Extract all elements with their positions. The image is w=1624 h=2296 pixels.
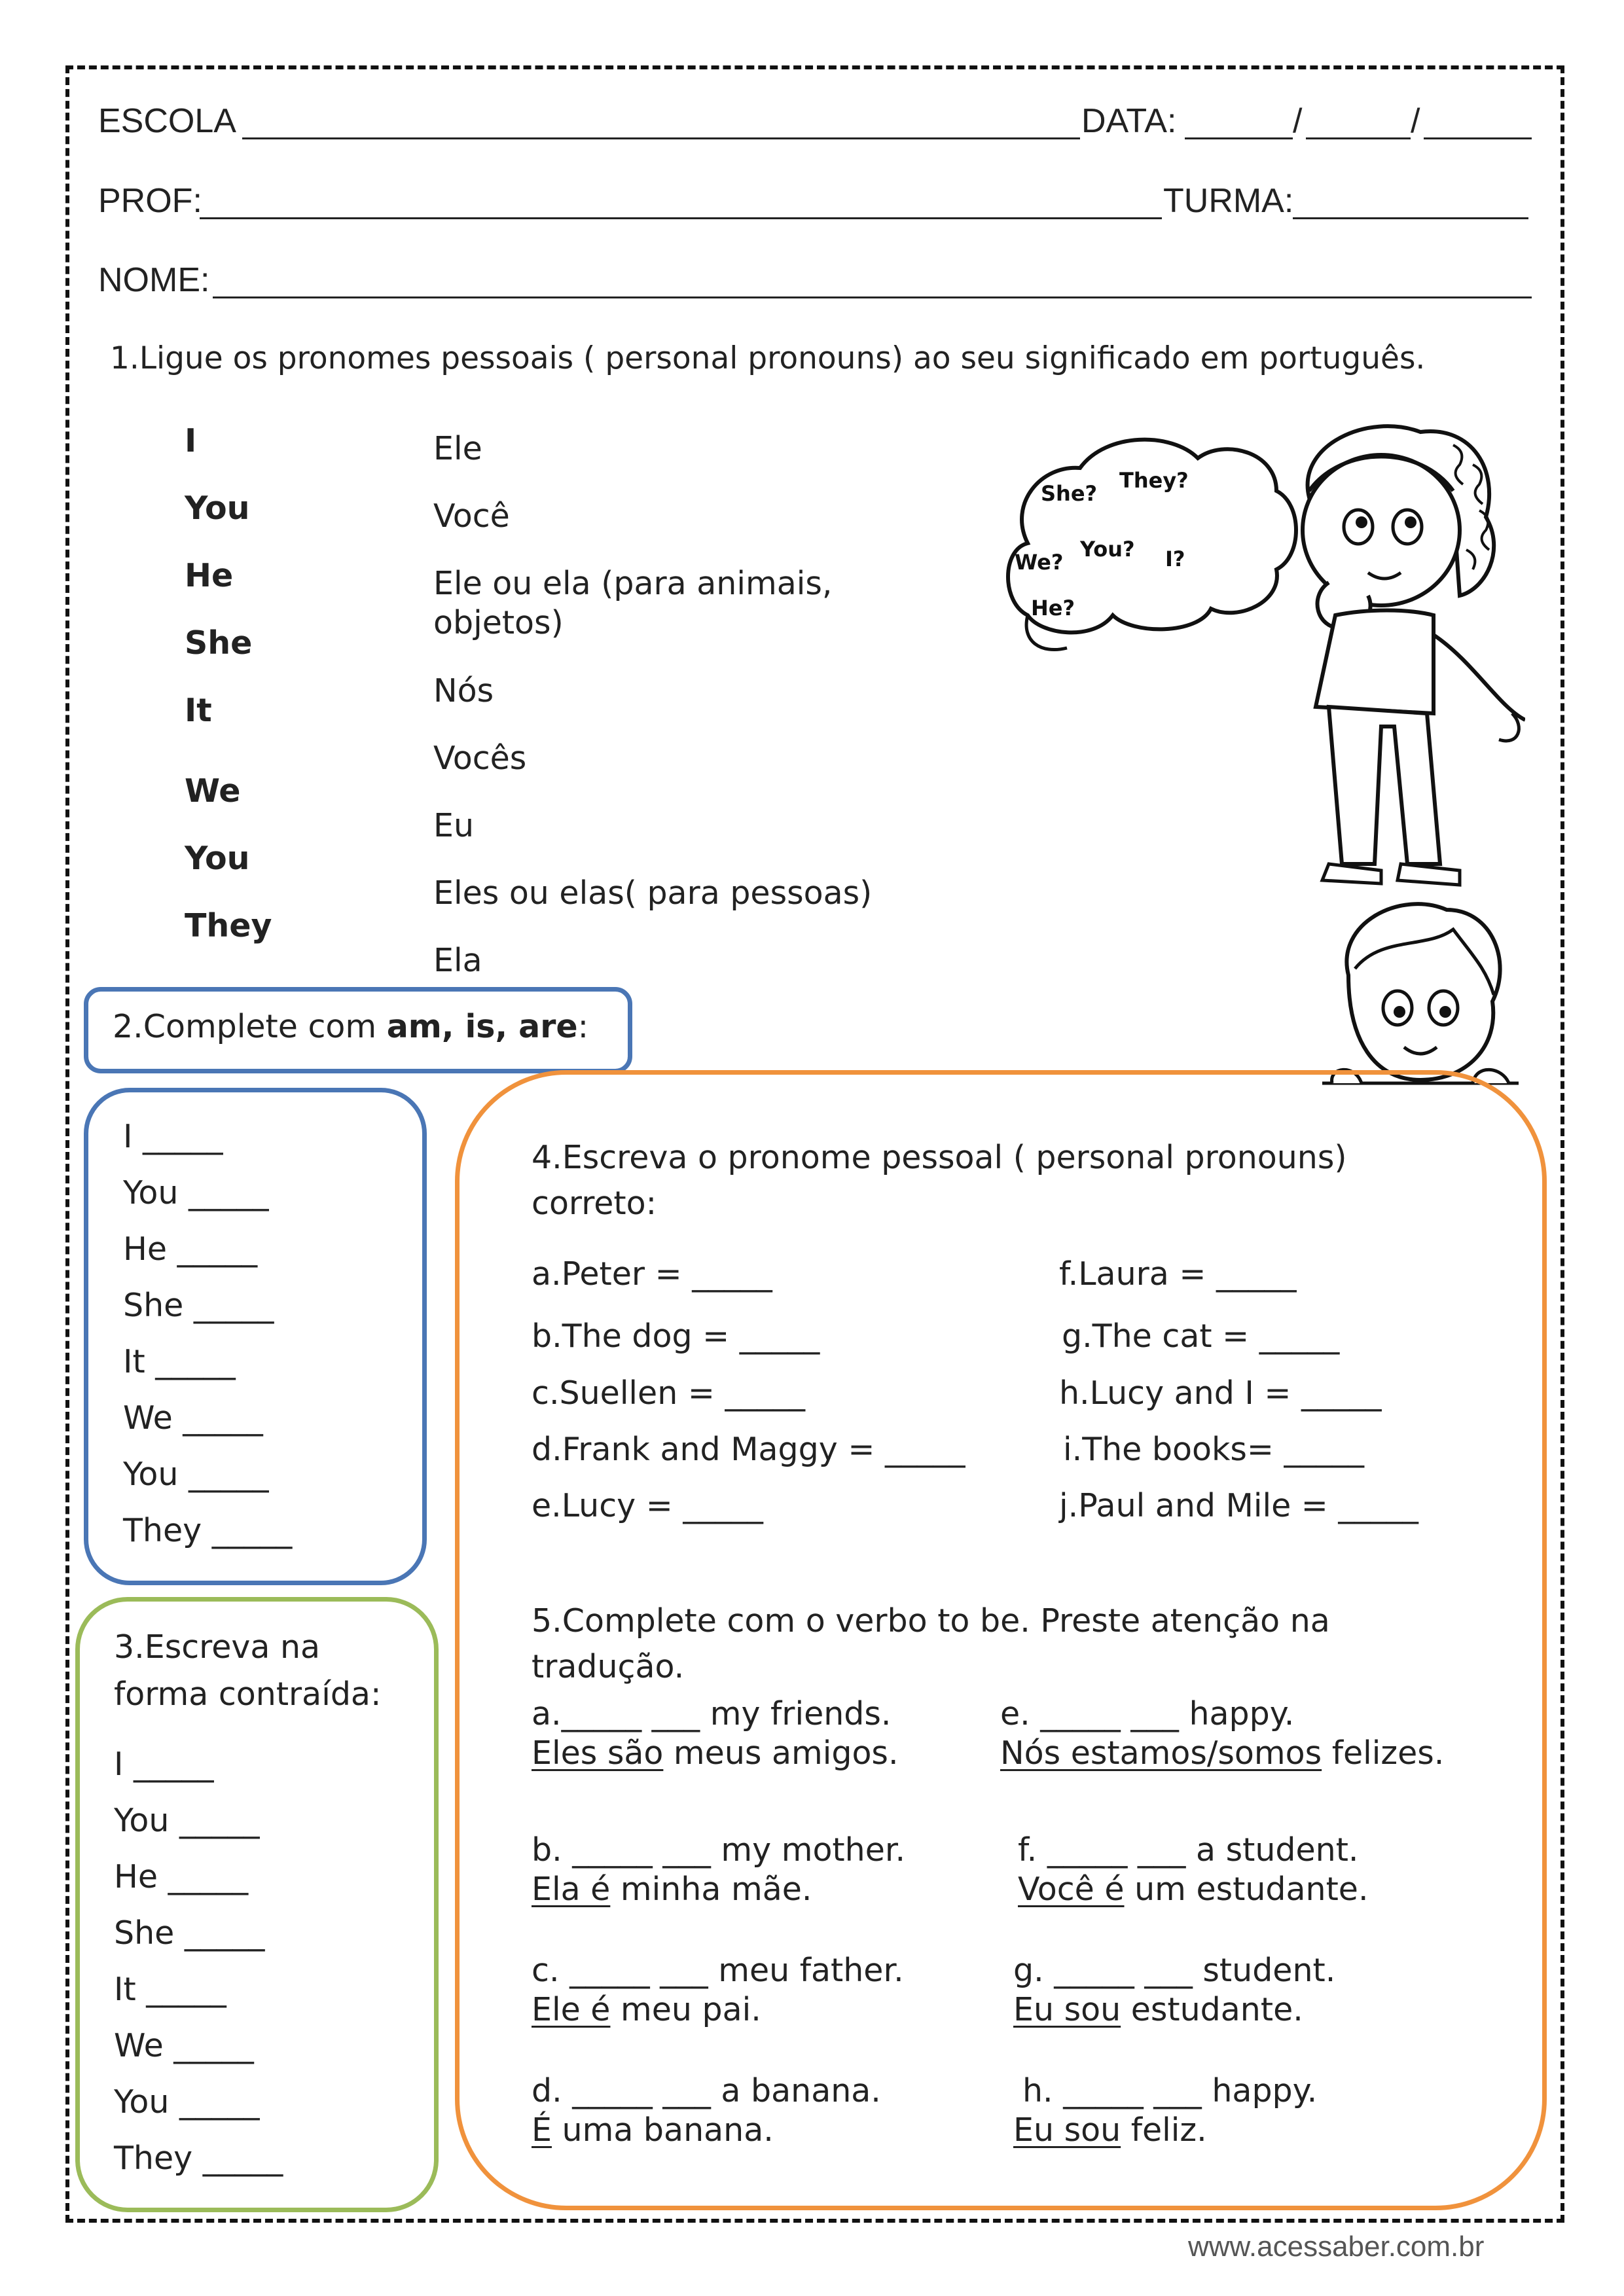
exercise2-item[interactable]: I _____	[123, 1118, 223, 1155]
translation-rest: felizes.	[1322, 1734, 1445, 1772]
peeking-boy-illustration	[1322, 897, 1519, 1100]
exercise4-item[interactable]: h.Lucy and I = _____	[1059, 1374, 1382, 1412]
escola-field[interactable]	[242, 137, 1080, 139]
exercise5-question[interactable]: b. _____ ___ my mother.	[532, 1831, 906, 1869]
bubble-word: She?	[1041, 481, 1098, 506]
data-label: DATA:	[1081, 102, 1177, 140]
exercise4-5-box	[455, 1070, 1547, 2210]
translation-subject: Eu sou	[1013, 2111, 1121, 2149]
exercise4-item[interactable]: j.Paul and Mile = _____	[1059, 1487, 1418, 1524]
exercise5-question[interactable]: h. _____ ___ happy.	[1022, 2072, 1318, 2109]
prof-field[interactable]	[200, 217, 1162, 219]
bubble-word: I?	[1165, 547, 1185, 571]
exercise5-question[interactable]: e. _____ ___ happy.	[1000, 1695, 1295, 1732]
translation-rest: um estudante.	[1124, 1871, 1369, 1908]
footer-website: www.acessaber.com.br	[1188, 2231, 1485, 2263]
exercise5-translation	[1018, 1871, 1369, 1908]
date-slash-1: /	[1293, 102, 1303, 140]
exercise2-title-bold: am, is, are	[386, 1008, 578, 1045]
translation-subject: Você é	[1018, 1871, 1125, 1908]
escola-label: ESCOLA	[98, 102, 236, 140]
exercise3-item[interactable]: You _____	[114, 1802, 260, 1839]
nome-label: NOME:	[98, 261, 210, 299]
exercise3-item[interactable]: You _____	[114, 2083, 260, 2121]
exercise3-item[interactable]: We _____	[114, 2027, 254, 2064]
exercise2-item[interactable]: It _____	[123, 1343, 236, 1380]
date-slash-2: /	[1411, 102, 1420, 140]
exercise5-question[interactable]: c. _____ ___ meu father.	[532, 1952, 904, 1989]
exercise3-item[interactable]: I _____	[114, 1746, 214, 1783]
exercise2-title-suffix: :	[577, 1008, 589, 1045]
pronoun-en: She	[185, 624, 253, 662]
translation-subject: É	[532, 2111, 552, 2149]
exercise4-item[interactable]: b.The dog = _____	[532, 1318, 820, 1355]
exercise2-box	[84, 1088, 427, 1585]
translation-rest: estudante.	[1121, 1991, 1303, 2028]
exercise3-item[interactable]: She _____	[114, 1914, 265, 1952]
bubble-word: He?	[1031, 596, 1075, 620]
nome-field[interactable]	[213, 296, 1532, 298]
bubble-word: They?	[1119, 468, 1189, 493]
exercise5-translation	[532, 1871, 812, 1908]
exercise4-item[interactable]: f.Laura = _____	[1059, 1255, 1297, 1293]
exercise5-translation	[532, 1734, 899, 1772]
translation-subject: Ele é	[532, 1991, 611, 2028]
pronoun-pt: objetos)	[433, 604, 564, 641]
date-month-field[interactable]	[1306, 137, 1411, 139]
exercise2-item[interactable]: You _____	[123, 1456, 269, 1493]
pronoun-pt: Ele	[433, 430, 482, 467]
exercise4-item[interactable]: c.Suellen = _____	[532, 1374, 805, 1412]
pronoun-en: They	[185, 907, 272, 944]
translation-rest: meus amigos.	[663, 1734, 899, 1772]
translation-rest: uma banana.	[551, 2111, 774, 2149]
pronoun-en: We	[185, 772, 241, 810]
exercise5-question[interactable]: d. _____ ___ a banana.	[532, 2072, 881, 2109]
exercise4-title-line1: 4.Escreva o pronome pessoal ( personal pronouns)	[532, 1139, 1347, 1176]
pronoun-en: You	[185, 840, 250, 877]
pronoun-pt: Vocês	[433, 740, 527, 777]
exercise2-item[interactable]: She _____	[123, 1287, 274, 1324]
exercise5-question[interactable]: a._____ ___ my friends.	[532, 1695, 892, 1732]
exercise3-item[interactable]: They _____	[114, 2140, 283, 2177]
pronoun-en: He	[185, 557, 234, 594]
exercise2-item[interactable]: You _____	[123, 1174, 269, 1211]
exercise5-question[interactable]: f. _____ ___ a student.	[1018, 1831, 1359, 1869]
exercise3-item[interactable]: It _____	[114, 1971, 226, 2008]
exercise1-instruction: 1.Ligue os pronomes pessoais ( personal pronouns) ao seu significado em português.	[110, 340, 1426, 376]
translation-subject: Eles são	[532, 1734, 664, 1772]
exercise5-translation	[1013, 1991, 1303, 2028]
translation-rest: minha mãe.	[610, 1871, 812, 1908]
pronoun-en: It	[185, 692, 212, 729]
exercise5-translation	[1000, 1734, 1444, 1772]
exercise4-item[interactable]: d.Frank and Maggy = _____	[532, 1431, 965, 1468]
bubble-word: We?	[1015, 550, 1064, 575]
exercise2-title	[113, 1008, 588, 1045]
translation-subject: Ela é	[532, 1871, 611, 1908]
exercise4-item[interactable]: a.Peter = _____	[532, 1255, 772, 1293]
prof-label: PROF:	[98, 182, 202, 220]
exercise3-item[interactable]: He _____	[114, 1858, 249, 1895]
pronoun-en: I	[185, 422, 197, 459]
pronoun-pt: Ele ou ela (para animais,	[433, 565, 833, 602]
pronoun-pt: Eles ou elas( para pessoas)	[433, 874, 873, 912]
turma-field[interactable]	[1293, 217, 1528, 219]
exercise4-item[interactable]: i.The books= _____	[1063, 1431, 1364, 1468]
exercise4-title-line2: correto:	[532, 1185, 657, 1222]
translation-rest: meu pai.	[610, 1991, 761, 2028]
thinking-girl-illustration	[1001, 419, 1525, 890]
pronoun-pt: Eu	[433, 807, 475, 844]
exercise2-item[interactable]: They _____	[123, 1512, 293, 1549]
turma-label: TURMA:	[1163, 182, 1294, 220]
exercise4-item[interactable]: e.Lucy = _____	[532, 1487, 763, 1524]
exercise5-title-line1: 5.Complete com o verbo to be. Preste atenção na	[532, 1602, 1330, 1640]
exercise5-translation	[532, 1991, 761, 2028]
pronoun-en: You	[185, 490, 250, 527]
exercise3-title-line2: forma contraída:	[114, 1676, 382, 1713]
exercise3-title-line1: 3.Escreva na	[114, 1628, 321, 1666]
exercise2-item[interactable]: We _____	[123, 1399, 263, 1437]
pronoun-pt: Ela	[433, 942, 482, 979]
date-year-field[interactable]	[1424, 137, 1532, 139]
translation-rest: feliz.	[1121, 2111, 1207, 2149]
exercise5-title-line2: tradução.	[532, 1648, 685, 1685]
exercise2-title-prefix: 2.Complete com	[113, 1008, 387, 1045]
bubble-word: You?	[1080, 537, 1135, 562]
exercise5-translation	[1013, 2111, 1207, 2149]
translation-subject: Nós estamos/somos	[1000, 1734, 1322, 1772]
translation-subject: Eu sou	[1013, 1991, 1121, 2028]
exercise5-question[interactable]: g. _____ ___ student.	[1013, 1952, 1336, 1989]
exercise2-item[interactable]: He _____	[123, 1230, 258, 1268]
exercise4-item[interactable]: g.The cat = _____	[1062, 1318, 1340, 1355]
pronoun-pt: Você	[433, 497, 510, 535]
exercise5-translation	[532, 2111, 774, 2149]
pronoun-pt: Nós	[433, 672, 494, 709]
date-day-field[interactable]	[1185, 137, 1293, 139]
